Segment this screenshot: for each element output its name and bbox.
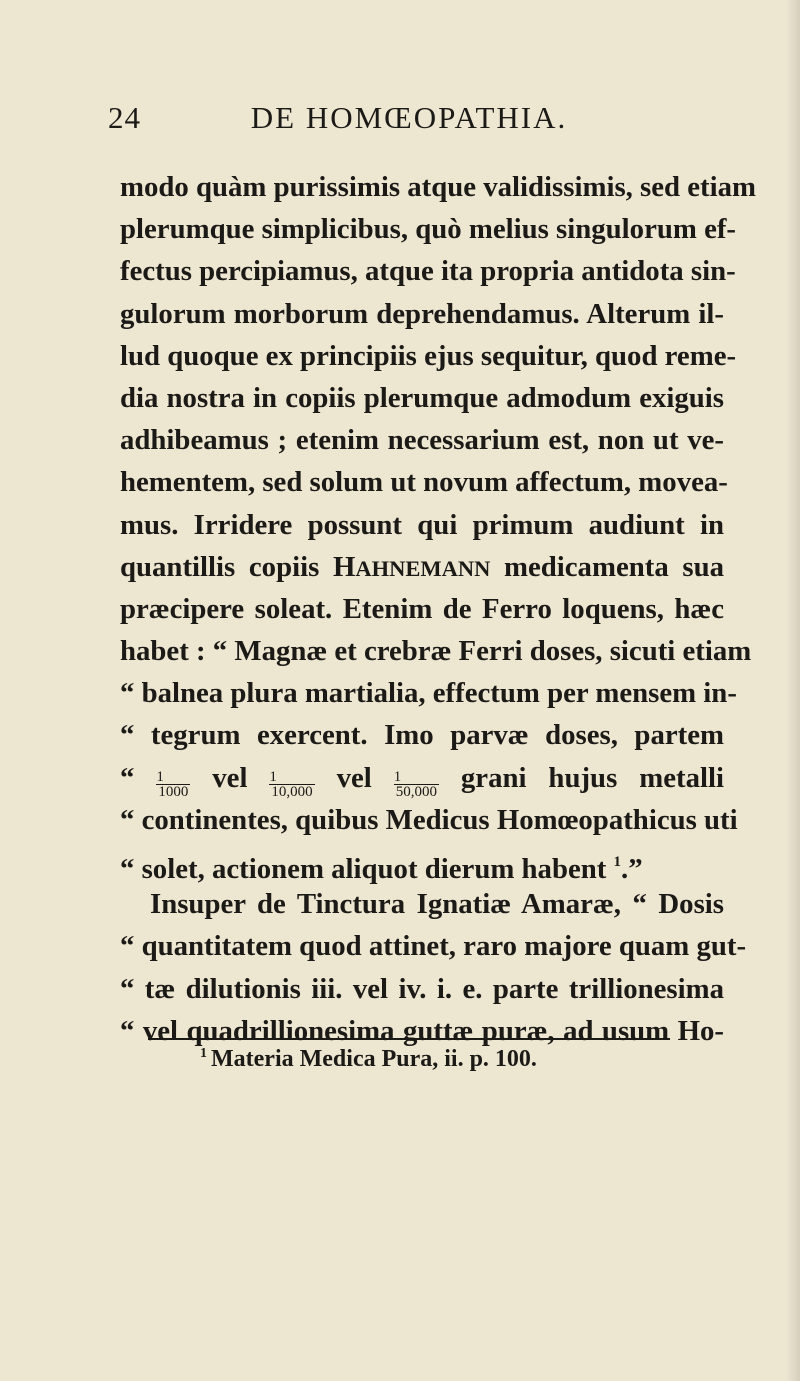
text-line: habet : “ Magnæ et crebræ Ferri doses, sicuti etiam [120, 635, 752, 668]
text-segment: grani hujus metalli [460, 761, 724, 794]
footnote [200, 1046, 537, 1073]
footnote-mark: 1 [200, 1046, 207, 1061]
word-vel: vel [336, 761, 372, 794]
word-vel: vel [212, 761, 248, 794]
fraction [269, 770, 314, 799]
footnote-reference: 1 [613, 854, 622, 870]
fraction [156, 770, 190, 799]
text-line: “ balnea plura martialia, effectum per mensem in- [120, 677, 737, 710]
text-line: “ tæ dilutionis iii. vel iv. i. e. parte trillionesima [120, 972, 724, 1005]
text-line-hahnemann [120, 546, 724, 588]
text-line: Insuper de Tinctura Ignatiæ Amaræ, “ Dosis [150, 888, 724, 921]
fraction-denominator: 10,000 [271, 783, 313, 800]
closing-quote: .” [621, 853, 643, 885]
fraction [394, 770, 439, 799]
text-segment: quantillis copiis [120, 550, 333, 583]
running-head: DE HOMŒOPATHIA. [250, 100, 568, 135]
author-name-smallcaps [333, 551, 490, 583]
fraction-numerator: 1 [269, 768, 277, 785]
page-edge-shadow [786, 0, 800, 1381]
text-line: plerumque simplicibus, quò melius singulorum ef- [120, 213, 737, 246]
footnote-rule [148, 1038, 670, 1040]
fraction-numerator: 1 [393, 768, 402, 785]
page-number: 24 [108, 100, 141, 135]
fraction-numerator: 1 [156, 768, 164, 785]
text-line: præcipere soleat. Etenim de Ferro loquens, hæc [120, 592, 724, 625]
fraction-denominator: 50,000 [395, 783, 437, 800]
text-line: “ vel quadrillionesima guttæ puræ, ad usum Ho- [120, 1014, 724, 1047]
text-line: “ tegrum exercent. Imo parvæ doses, partem [120, 719, 724, 752]
footnote-text: Materia Medica Pura, ii. p. 100. [211, 1046, 537, 1072]
text-line: gulorum morborum deprehendamus. Alterum il- [120, 297, 724, 330]
text-line: mus. Irridere possunt qui primum audiunt in [120, 508, 724, 541]
body-text [120, 166, 757, 1052]
text-segment: medicamenta sua [490, 550, 724, 583]
text-line: modo quàm purissimis atque validissimis, sed etiam [120, 171, 757, 203]
text-line: hementem, sed solum ut novum affectum, movea- [120, 466, 728, 499]
text-line-footnote-ref [120, 841, 724, 883]
author-name-smallcaps-text: HAHNEMANN [332, 550, 491, 583]
text-segment: “ solet, actionem aliquot dierum habent [120, 853, 607, 885]
quote-mark: “ [120, 761, 135, 794]
text-line: adhibeamus ; etenim necessarium est, non ut ve- [120, 424, 724, 457]
text-line: fectus percipiamus, atque ita propria antidota sin- [120, 255, 736, 288]
fraction-denominator: 1000 [158, 783, 189, 800]
text-line: “ continentes, quibus Medicus Homœopathicus uti [120, 803, 738, 836]
page-header [108, 100, 710, 140]
text-line-fractions [120, 757, 724, 799]
text-line: “ quantitatem quod attinet, raro majore quam gut- [120, 930, 747, 963]
text-line: lud quoque ex principiis ejus sequitur, quod reme- [120, 339, 737, 372]
text-line: dia nostra in copiis plerumque admodum exiguis [120, 381, 724, 414]
